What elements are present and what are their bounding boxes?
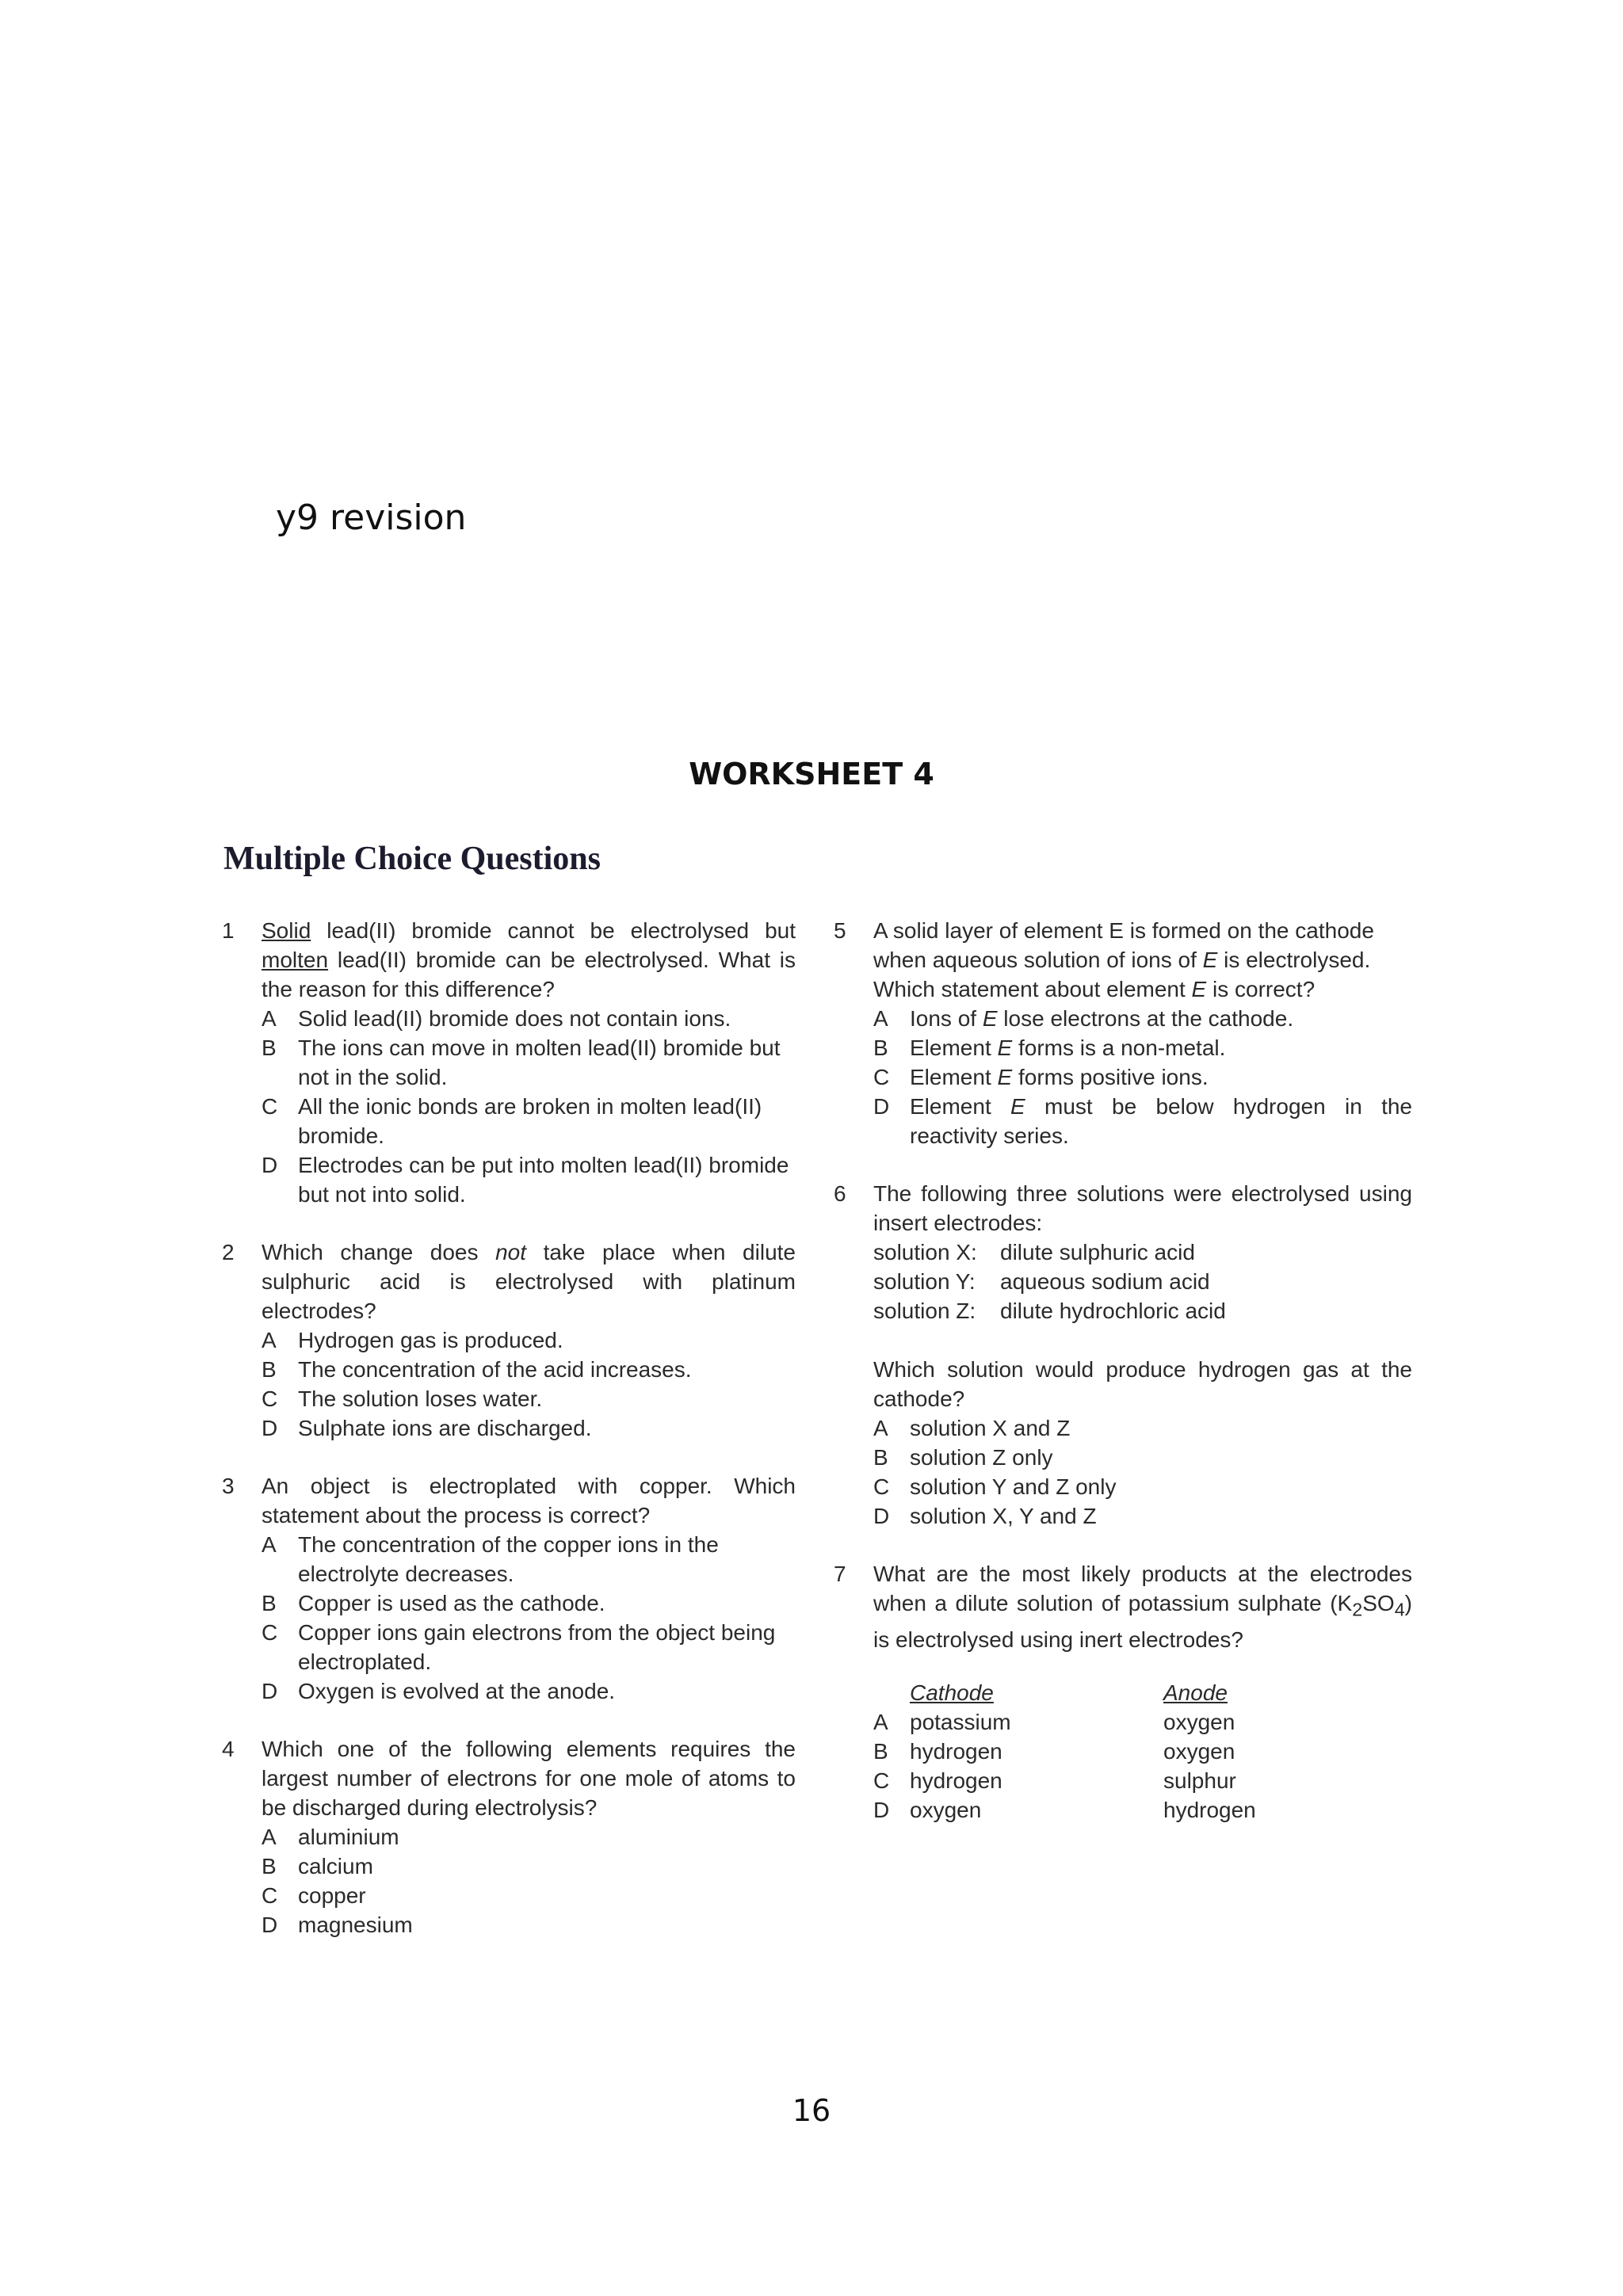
- question-text: The following three solutions were electrolysed using insert electrodes:: [873, 1181, 1412, 1235]
- question-5: [834, 916, 1412, 1150]
- question-number: 1: [222, 918, 235, 943]
- question-text: Which change does not take place when dilute sulphuric acid is electrolysed with platinum electrodes?: [262, 1240, 796, 1323]
- right-column: [834, 916, 1412, 1825]
- option-c: C Element E forms positive ions.: [873, 1065, 1209, 1089]
- question-number: 3: [222, 1474, 235, 1498]
- option-c: C hydrogen sulphur: [873, 1768, 1236, 1793]
- left-column: [222, 916, 796, 1939]
- solution-x: solution X: dilute sulphuric acid: [873, 1240, 1195, 1264]
- option-c: C All the ionic bonds are broken in molten lead(II) bromide.: [262, 1094, 762, 1148]
- option-d: D magnesium: [262, 1913, 413, 1937]
- products-table: [873, 1678, 1412, 1825]
- solution-z: solution Z: dilute hydrochloric acid: [873, 1299, 1226, 1323]
- option-b: B Element E forms is a non-metal.: [873, 1035, 1226, 1060]
- question-number: 5: [834, 918, 846, 943]
- option-b: B calcium: [262, 1854, 373, 1878]
- question-2: [222, 1238, 796, 1443]
- question-1: [222, 916, 796, 1209]
- question-number: 7: [834, 1562, 846, 1586]
- option-a: A Solid lead(II) bromide does not contain ions.: [262, 1006, 731, 1031]
- option-b: B The ions can move in molten lead(II) bromide but not in the solid.: [262, 1035, 781, 1089]
- anode-header: Anode: [1163, 1680, 1228, 1705]
- option-c: C The solution loses water.: [262, 1386, 543, 1411]
- option-d: D solution X, Y and Z: [873, 1504, 1097, 1528]
- page-number: 16: [792, 2093, 831, 2128]
- question-text: Solid lead(II) bromide cannot be electrolysed but molten lead(II) bromide can be electrolysed. What is the reason for this difference?: [262, 918, 796, 1001]
- option-a: A Ions of E lose electrons at the cathode.: [873, 1006, 1294, 1031]
- solution-y: solution Y: aqueous sodium acid: [873, 1269, 1210, 1294]
- question-7: [834, 1559, 1412, 1825]
- option-d: D Sulphate ions are discharged.: [262, 1416, 592, 1440]
- question-number: 4: [222, 1737, 235, 1761]
- question-6: [834, 1179, 1412, 1531]
- option-c: C solution Y and Z only: [873, 1474, 1117, 1499]
- option-c: C Copper ions gain electrons from the object being electroplated.: [262, 1620, 776, 1674]
- question-4: [222, 1734, 796, 1939]
- option-d: D Oxygen is evolved at the anode.: [262, 1679, 616, 1703]
- option-b: B Copper is used as the cathode.: [262, 1591, 605, 1615]
- question-3: [222, 1471, 796, 1706]
- option-a: A The concentration of the copper ions in the electrolyte decreases.: [262, 1532, 719, 1586]
- products-header: [873, 1678, 1412, 1707]
- option-b: B hydrogen oxygen: [873, 1738, 1235, 1764]
- option-d: D oxygen hydrogen: [873, 1797, 1256, 1822]
- question-text: An object is electroplated with copper. Which statement about the process is correct?: [262, 1474, 796, 1527]
- question-text: Which one of the following elements requires the largest number of electrons for one mole of atoms to be discharged during electrolysis?: [262, 1737, 796, 1820]
- question-number: 6: [834, 1181, 846, 1206]
- option-b: B solution Z only: [873, 1445, 1053, 1470]
- section-heading: Multiple Choice Questions: [223, 841, 601, 877]
- worksheet-title: WORKSHEET 4: [689, 757, 934, 791]
- option-a: A potassium oxygen: [873, 1709, 1235, 1734]
- question-text: What are the most likely products at the electrodes when a dilute solution of potassium sulphate $(K_2SO_4)$ is electrolysed using inert electrodes?: [873, 1562, 1412, 1652]
- question-number: 2: [222, 1240, 235, 1264]
- option-d: D Element E must be below hydrogen in the reactivity series.: [873, 1094, 1412, 1148]
- cathode-header: Cathode: [910, 1680, 994, 1705]
- option-a: A Hydrogen gas is produced.: [262, 1328, 563, 1352]
- revision-note: y9 revision: [276, 498, 467, 538]
- option-d: D Electrodes can be put into molten lead(II) bromide but not into solid.: [262, 1153, 789, 1207]
- question-prompt: Which solution would produce hydrogen gas at the cathode?: [873, 1357, 1412, 1411]
- option-b: B The concentration of the acid increases.: [262, 1357, 692, 1382]
- option-a: A aluminium: [262, 1825, 399, 1849]
- question-text: A solid layer of element E is formed on the cathode when aqueous solution of ions of E is electrolysed. Which statement about element E is correct?: [873, 918, 1374, 1001]
- option-c: C copper: [262, 1883, 366, 1908]
- option-a: A solution X and Z: [873, 1416, 1071, 1440]
